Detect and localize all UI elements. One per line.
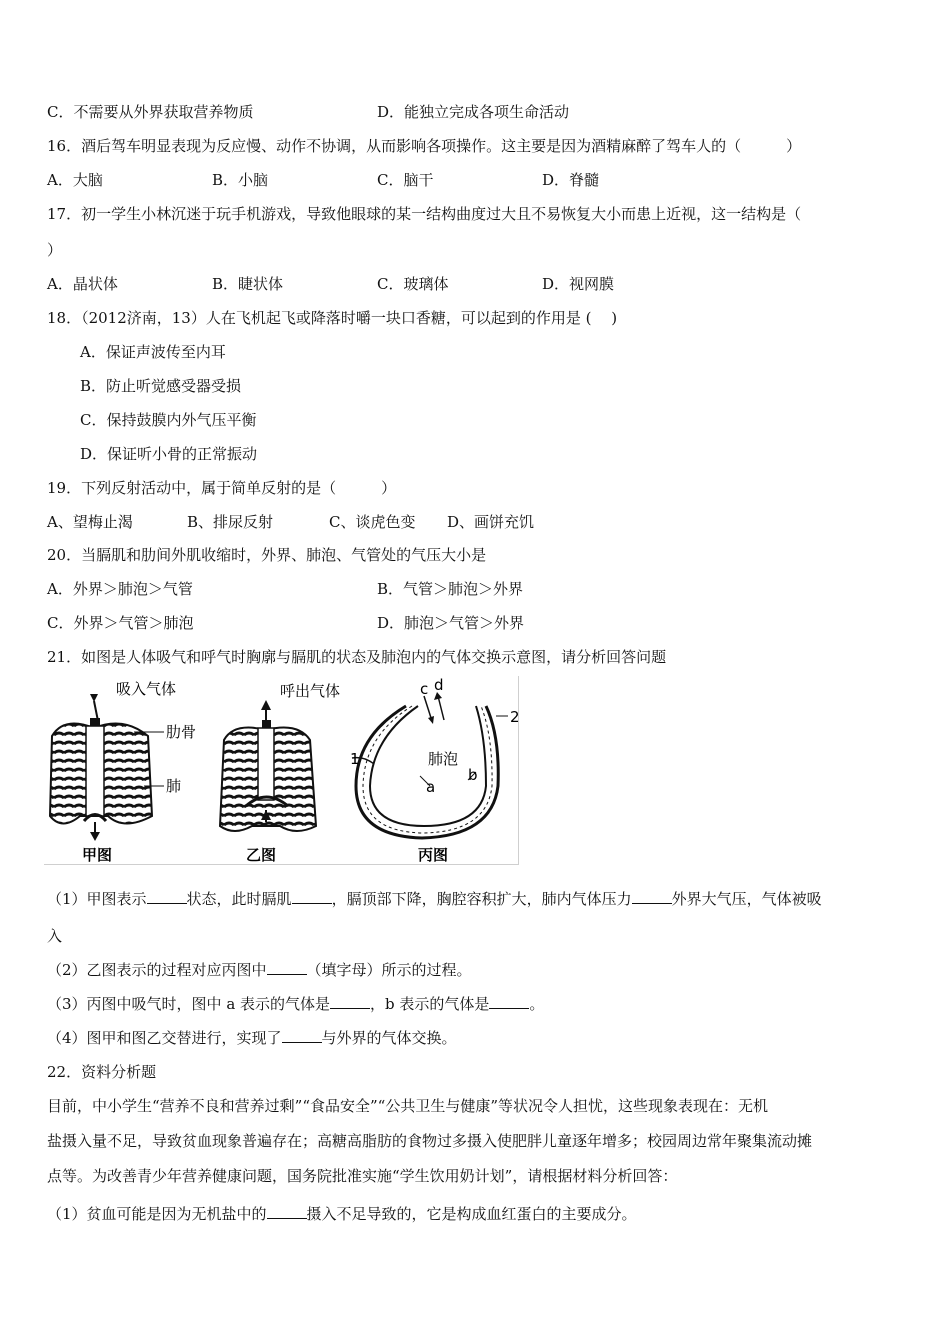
- q17-options: [47, 274, 907, 294]
- q19-option-d: D、画饼充饥: [447, 513, 535, 531]
- q22-sub1: [47, 1204, 637, 1224]
- q21-sub4-text-b: 与外界的气体交换。: [321, 1029, 457, 1047]
- q21-sub1-text-a: （1）甲图表示: [47, 890, 147, 908]
- q16-option-a: A．大脑: [47, 171, 103, 189]
- q18-option-b: B．防止听觉感受器受损: [80, 377, 242, 395]
- mark-2: 2: [510, 708, 520, 726]
- q20-option-d: D．肺泡＞气管＞外界: [377, 614, 525, 632]
- q21-sub1: [47, 889, 822, 909]
- q15-option-d: D．能独立完成各项生命活动: [377, 103, 570, 121]
- q21-sub3-text-c: 。: [529, 995, 545, 1013]
- q22-para-line2: 盐摄入量不足，导致贫血现象普遍存在；高糖高脂肪的食物过多摄入使肥胖儿童逐年增多；校园周边常年聚集流动摊: [47, 1132, 813, 1150]
- q21-sub4: [47, 1028, 457, 1048]
- answer-blank[interactable]: [267, 1204, 307, 1219]
- label-lung: 肺: [166, 777, 182, 795]
- caption-jia: 甲图: [82, 846, 113, 864]
- mark-a: a: [426, 778, 436, 796]
- q21-sub4-text-a: （4）图甲和图乙交替进行，实现了: [47, 1029, 282, 1047]
- q19-option-c: C、谈虎色变: [329, 513, 416, 531]
- caption-bing: 丙图: [418, 846, 449, 864]
- label-exhale: 呼出气体: [280, 682, 341, 700]
- label-rib: 肋骨: [166, 723, 197, 741]
- q22-sub1-text-b: 摄入不足导致的，它是构成血红蛋白的主要成分。: [306, 1205, 637, 1223]
- answer-blank[interactable]: [147, 889, 187, 904]
- arrow-up-icon: [261, 700, 271, 710]
- q16-stem: 16．酒后驾车明显表现为反应慢、动作不协调，从而影响各项操作。这主要是因为酒精麻醉了驾车人的（ ）: [47, 137, 802, 155]
- q22-sub1-text-a: （1）贫血可能是因为无机盐中的: [47, 1205, 267, 1223]
- ribcage-exhale: [220, 700, 316, 831]
- q16-options: [47, 170, 907, 190]
- arrow-down-icon: [90, 832, 100, 841]
- answer-blank[interactable]: [632, 889, 672, 904]
- q19-options: [47, 512, 647, 532]
- q16-option-b: B．小脑: [212, 171, 269, 189]
- mark-1: 1: [350, 750, 360, 768]
- arrow-down-icon: [90, 694, 98, 702]
- q20-option-b: B．气管＞肺泡＞外界: [377, 580, 524, 598]
- q22-title: 22．资料分析题: [47, 1063, 157, 1081]
- q18-option-a: A．保证声波传至内耳: [80, 343, 226, 361]
- q17-stem: 17．初一学生小林沉迷于玩手机游戏，导致他眼球的某一结构曲度过大且不易恢复大小而患上近视，这一结构是（: [47, 205, 802, 223]
- caption-yi: 乙图: [246, 846, 277, 864]
- answer-blank[interactable]: [282, 1028, 322, 1043]
- answer-blank[interactable]: [489, 994, 529, 1009]
- q22-para-line3: 点等。为改善青少年营养健康问题，国务院批准实施“学生饮用奶计划”，请根据材料分析回答：: [47, 1167, 678, 1185]
- q16-option-d: D．脊髓: [542, 171, 600, 189]
- q16-option-c: C．脑干: [377, 171, 434, 189]
- mark-b: b: [468, 766, 478, 784]
- q21-sub2-text-b: （填字母）所示的过程。: [306, 961, 472, 979]
- q15-option-c: C．不需要从外界获取营养物质: [47, 103, 254, 121]
- q18-stem: 18．（2012济南，13）人在飞机起飞或降落时嚼一块口香糖，可以起到的作用是 ( ): [47, 309, 618, 327]
- q17-option-d: D．视网膜: [542, 275, 615, 293]
- q18-option-d: D．保证听小骨的正常振动: [80, 445, 258, 463]
- q21-sub2: [47, 960, 472, 980]
- q20-option-c: C．外界＞气管＞肺泡: [47, 614, 194, 632]
- q19-stem: 19．下列反射活动中，属于简单反射的是（ ）: [47, 479, 397, 497]
- q21-sub3-text-b: ，b 表示的气体是: [370, 995, 490, 1013]
- q17-option-a: A．晶状体: [47, 275, 118, 293]
- mark-d: d: [434, 676, 444, 694]
- q21-sub1-text-b: 状态，此时膈肌: [186, 890, 292, 908]
- answer-blank[interactable]: [330, 994, 370, 1009]
- q21-stem: 21．如图是人体吸气和呼气时胸廓与膈肌的状态及肺泡内的气体交换示意图，请分析回答问题: [47, 648, 667, 666]
- q21-sub3: [47, 994, 544, 1014]
- q21-sub1-text-d: 外界大气压，气体被吸: [671, 890, 822, 908]
- ribcage-inhale: [50, 694, 164, 841]
- q22-para-line1: 目前，中小学生“营养不良和营养过剩”“食品安全”“公共卫生与健康”等状况令人担忧，这些现象表现在：无机: [47, 1097, 769, 1115]
- q20-option-a: A．外界＞肺泡＞气管: [47, 580, 193, 598]
- q21-sub1-text-c: ，膈顶部下降，胸腔容积扩大，肺内气体压力: [331, 890, 632, 908]
- q17-option-b: B．睫状体: [212, 275, 284, 293]
- q21-sub1-end: 入: [47, 927, 63, 945]
- mark-c: c: [420, 680, 429, 698]
- answer-blank[interactable]: [267, 960, 307, 975]
- q17-stem-end: ）: [47, 241, 63, 259]
- q17-option-c: C．玻璃体: [377, 275, 449, 293]
- label-inhale: 吸入气体: [116, 680, 177, 698]
- q20-stem: 20．当膈肌和肋间外肌收缩时，外界、肺泡、气管处的气压大小是: [47, 546, 487, 564]
- label-alveolus: 肺泡: [428, 750, 459, 768]
- breathing-diagram: [44, 676, 518, 864]
- q21-sub3-text-a: （3）丙图中吸气时，图中 a 表示的气体是: [47, 995, 331, 1013]
- q21-sub2-text-a: （2）乙图表示的过程对应丙图中: [47, 961, 267, 979]
- q19-option-a: A、望梅止渴: [47, 513, 133, 531]
- arrow-c-icon: [428, 716, 434, 724]
- answer-blank[interactable]: [292, 889, 332, 904]
- q19-option-b: B、排尿反射: [187, 513, 274, 531]
- q18-option-c: C．保持鼓膜内外气压平衡: [80, 411, 257, 429]
- breathing-figure: [44, 676, 519, 865]
